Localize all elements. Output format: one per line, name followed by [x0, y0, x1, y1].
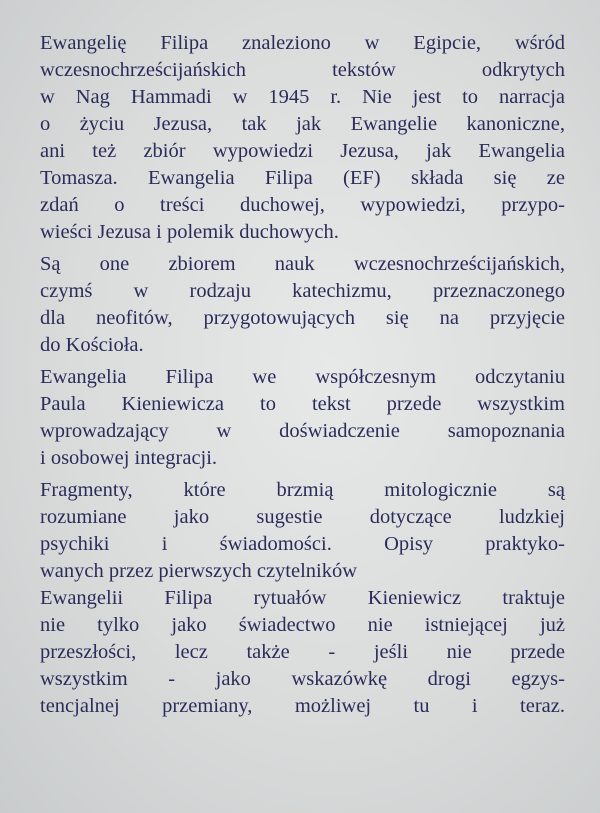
text-line: dla neofitów, przygotowujących się na przyjęcie — [40, 307, 565, 329]
text-line: psychiki i świadomości. Opisy praktyko- — [40, 533, 565, 555]
paragraph-4 — [40, 477, 565, 720]
text-line: o życiu Jezusa, tak jak Ewangelie kanoniczne, — [40, 113, 565, 135]
text-line: Ewangelia Filipa we współczesnym odczytaniu — [40, 366, 565, 388]
text-line: wszystkim - jako wskazówkę drogi egzys- — [40, 668, 565, 690]
text-line: Są one zbiorem nauk wczesnochrześcijańskich, — [40, 253, 565, 275]
paragraph-1 — [40, 30, 565, 246]
text-line: wieści Jezusa i polemik duchowych. — [40, 221, 339, 243]
text-line: wprowadzający w doświadczenie samopoznania — [40, 420, 565, 442]
text-line: przeszłości, lecz także - jeśli nie przede — [40, 641, 565, 663]
text-line: wanych przez pierwszych czytelników — [40, 560, 358, 582]
text-line: Paula Kieniewicza to tekst przede wszystkim — [40, 393, 565, 415]
text-line: wczesnochrześcijańskich tekstów odkrytych — [40, 59, 565, 81]
text-line: rozumiane jako sugestie dotyczące ludzkiej — [40, 506, 565, 528]
text-line: nie tylko jako świadectwo nie istniejącej już — [40, 614, 565, 636]
text-line: ani też zbiór wypowiedzi Jezusa, jak Ewangelia — [40, 140, 565, 162]
text-line: tencjalnej przemiany, możliwej tu i teraz. — [40, 695, 565, 717]
paragraph-2 — [40, 251, 565, 359]
paragraph-3 — [40, 364, 565, 472]
text-line: Ewangelię Filipa znaleziono w Egipcie, wśród — [40, 32, 565, 54]
text-line: czymś w rodzaju katechizmu, przeznaczonego — [40, 280, 565, 302]
text-line: Tomasza. Ewangelia Filipa (EF) składa się ze — [40, 167, 565, 189]
text-line: do Kościoła. — [40, 334, 144, 356]
text-line: w Nag Hammadi w 1945 r. Nie jest to narracja — [40, 86, 565, 108]
text-line: i osobowej integracji. — [40, 447, 218, 469]
text-line: zdań o treści duchowej, wypowiedzi, przypo- — [40, 194, 565, 216]
text-line: Ewangelii Filipa rytuałów Kieniewicz traktuje — [40, 587, 565, 609]
text-line: Fragmenty, które brzmią mitologicznie są — [40, 479, 565, 501]
